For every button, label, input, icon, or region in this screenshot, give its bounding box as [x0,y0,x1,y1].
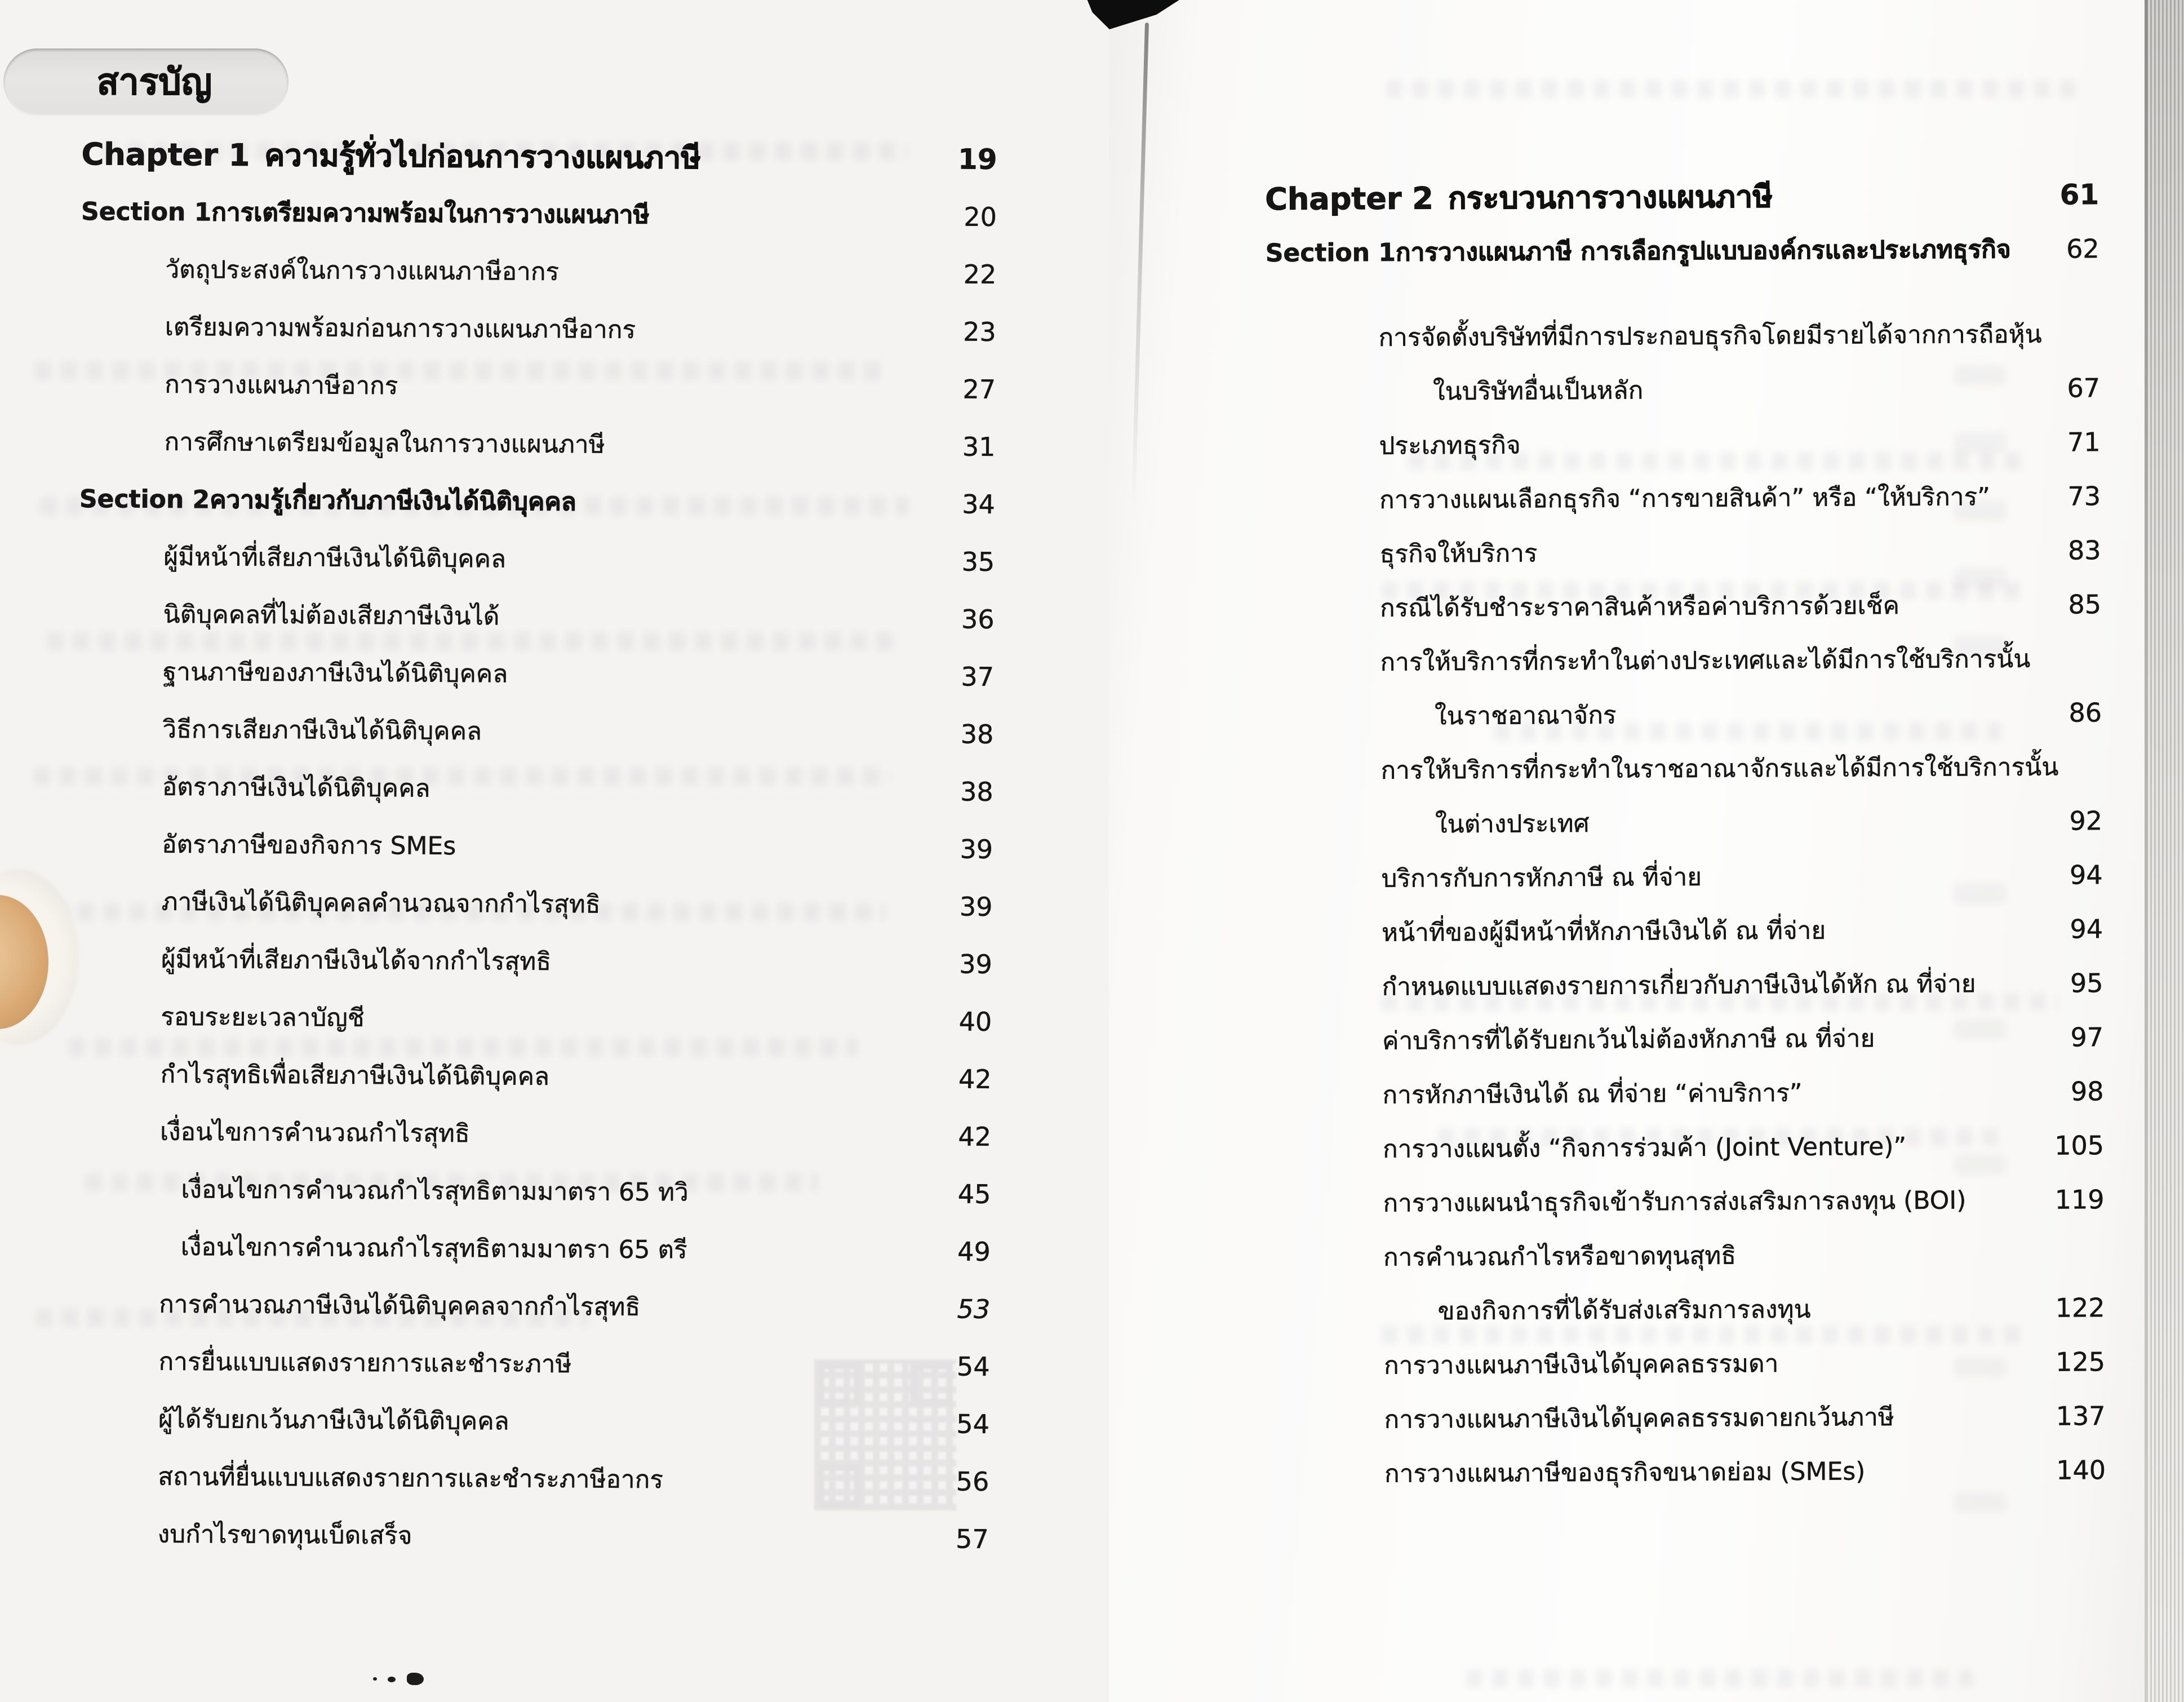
toc-row [75,1217,991,1280]
row-label [1270,1095,1383,1096]
row-label: Section 2 [79,484,210,514]
row-label: Section 1 [1265,238,1396,268]
row-page-number: 42 [958,1063,992,1094]
row-label [73,1533,158,1534]
row-title: การคำนวณภาษีเงินได้นิติบุคคลจากกำไรสุทธิ [159,1289,641,1322]
row-page-number: 140 [2056,1455,2106,1486]
row-title: การวางแผนตั้ง “กิจการร่วมค้า (Joint Venture)” [1382,1132,1907,1164]
row-page-number: 62 [2066,233,2099,264]
row-label [1271,1257,1383,1258]
row-label [77,901,162,902]
row-page-number: 94 [2069,859,2103,890]
row-title: ในราชอาณาจักร [1434,701,1617,731]
toc-row [76,987,992,1051]
row-title: การเตรียมความพร้อมในการวางแผนภาษี [211,198,650,230]
row-page-number: 39 [959,948,993,979]
row-label [80,441,165,442]
toc-row [1269,956,2103,1014]
toc-row [78,757,994,821]
row-title: ภาษีเงินได้นิติบุคคลคำนวณจากกำไรสุทธิ [161,887,601,919]
row-title: หน้าที่ของผู้มีหน้าที่หักภาษีเงินได้ ณ ที่จ่าย [1381,916,1826,947]
row-title: เงื่อนไขการคำนวณกำไรสุทธิ [159,1117,470,1149]
toc-row [78,585,995,648]
toc-row [75,1160,991,1223]
row-title: การยื่นแบบแสดงรายการและชำระภาษี [158,1347,572,1379]
row-page-number: 71 [2067,427,2101,458]
left-toc-list [73,125,997,1568]
row-title: ประเภทธุรกิจ [1379,431,1521,460]
toc-row [80,355,996,418]
row-page-number: 122 [2055,1292,2105,1323]
row-page-number: 39 [960,834,993,865]
row-page-number: 92 [2069,805,2103,836]
toc-row [1266,415,2100,473]
row-title: เงื่อนไขการคำนวณกำไรสุทธิตามมาตรา 65 ตรี [180,1233,687,1265]
toc-row [77,930,993,993]
row-label [81,326,165,327]
row-page-number: 36 [961,604,995,635]
toc-row [1268,685,2102,744]
toc-row [1269,1010,2103,1069]
row-page-number: 86 [2068,697,2102,728]
ink-speck [388,1677,396,1682]
row-label [78,786,162,787]
toc-row [1268,739,2102,798]
toc-row [1270,1172,2104,1231]
toc-row [1267,523,2101,582]
toc-row [79,413,996,476]
toc-row [1270,1118,2104,1177]
toc-row [73,1505,989,1568]
toc-row [81,183,997,246]
row-page-number: 73 [2067,481,2101,512]
row-page-number: 22 [963,259,997,290]
row-title: วัตถุประสงค์ในการวางแผนภาษีอากร [165,255,560,287]
row-page-number: 54 [956,1408,990,1439]
row-page-number: 56 [956,1466,989,1497]
row-title: วิธีการเสียภาษีเงินได้นิติบุคคล [162,715,482,746]
row-title: การวางแผนนำธุรกิจเข้ารับการส่งเสริมการลงทุน (BOI) [1383,1186,1967,1218]
row-page-number: 94 [2070,914,2103,945]
row-label [1267,554,1380,555]
row-page-number: 27 [962,374,996,405]
toc-row [81,240,997,303]
row-title: กำหนดแบบแสดงรายการเกี่ยวกับภาษีเงินได้หัก ณ ที่จ่าย [1382,969,1976,1001]
row-title: การวางแผนเลือกธุรกิจ “การขายสินค้า” หรือ “ให้บริการ” [1379,482,1991,515]
row-title: การคำนวณกำไรหรือขาดทุนสุทธิ [1383,1241,1737,1272]
toc-row [1266,361,2100,419]
row-label [1267,608,1380,609]
row-title: ในบริษัทอื่นเป็นหลัก [1432,376,1644,406]
row-title: ผู้มีหน้าที่เสียภาษีเงินได้นิติบุคคล [163,542,507,574]
row-label [79,556,163,557]
row-label [73,1476,158,1477]
row-title: ธุรกิจให้บริการ [1379,539,1538,569]
row-page-number: 42 [958,1121,992,1152]
row-page-number: 31 [962,431,996,462]
row-page-number: 19 [957,143,997,176]
row-title: สถานที่ยื่นแบบแสดงรายการและชำระภาษีอากร [158,1462,664,1495]
row-page-number: 98 [2070,1076,2104,1107]
row-label [78,671,163,672]
toc-row [76,1102,992,1165]
toc-row [79,470,996,533]
toc-row [77,815,993,878]
row-page-number: 95 [2070,968,2103,999]
toc-row [1269,1064,2103,1123]
row-title: การศึกษาเตรียมข้อมูลในการวางแผนภาษี [164,427,605,459]
row-page-number: 83 [2067,535,2101,566]
row-label [76,1016,161,1017]
row-title: ในต่างประเทศ [1435,809,1590,839]
row-label: Chapter 2 [1265,180,1434,217]
row-page-number: 105 [2054,1130,2105,1161]
row-page-number: 53 [957,1293,991,1324]
row-page-number: 23 [963,316,996,347]
row-page-number: 49 [957,1236,991,1267]
row-label: Section 1 [81,197,212,227]
row-title: การจัดตั้งบริษัทที่มีการประกอบธุรกิจโดยมีรายได้จากการถือหุ้น [1378,320,2042,352]
row-label [1271,1311,1384,1312]
row-label [1268,770,1381,771]
row-page-number: 67 [2067,373,2101,404]
row-title: อัตราภาษีของกิจการ SMEs [162,830,456,861]
row-title: รอบระยะเวลาบัญชี [161,1002,365,1033]
row-label [76,1131,160,1132]
row-title: อัตราภาษีเงินได้นิติบุคคล [162,772,430,803]
row-title: การวางแผนภาษีอากร [165,370,398,401]
toc-row [1272,1443,2106,1501]
toc-row [1267,577,2101,636]
row-page-number: 45 [957,1178,991,1209]
toc-row [1271,1226,2105,1285]
row-title: บริการกับการหักภาษี ณ ที่จ่าย [1381,862,1702,893]
row-page-number: 119 [2054,1184,2105,1215]
row-title: งบกำไรขาดทุนเบ็ดเสร็จ [157,1519,412,1550]
toc-row [78,700,994,763]
toc-row [79,528,995,591]
row-label [1270,1149,1383,1150]
row-label [75,1246,159,1247]
row-title: กรณีได้รับชำระราคาสินค้าหรือค่าบริการด้วยเช็ค [1379,591,1900,623]
row-page-number: 85 [2068,589,2102,620]
toc-header-pill [3,48,288,116]
row-title: ผู้ได้รับยกเว้นภาษีเงินได้นิติบุคคล [158,1404,509,1436]
toc-row [1266,221,2099,280]
toc-row [1267,469,2101,528]
row-title: การวางแผนภาษีเงินได้บุคคลธรรมดายกเว้นภาษี [1384,1403,1894,1434]
row-title: เตรียมความพร้อมก่อนการวางแผนภาษีอากร [165,312,636,345]
toc-row [74,1275,991,1338]
row-page-number: 57 [955,1523,989,1554]
toc-row [73,1447,989,1510]
row-title: การให้บริการที่กระทำในราชอาณาจักรและได้มีการใช้บริการนั้น [1380,752,2059,785]
row-title: การวางแผนภาษีเงินได้บุคคลธรรมดา [1383,1349,1779,1380]
row-label [1268,716,1380,717]
row-title: ความรู้เกี่ยวกับภาษีเงินได้นิติบุคคล [210,485,576,517]
toc-row [1271,1280,2105,1339]
row-title: กระบวนการวางแผนภาษี [1448,179,1773,216]
row-page-number: 38 [960,719,994,750]
toc-row [1266,307,2099,365]
row-page-number: 37 [961,661,995,692]
row-title: การให้บริการที่กระทำในต่างประเทศและได้มีการใช้บริการนั้น [1380,644,2031,677]
row-page-number: 38 [960,776,993,807]
row-page-number: 34 [962,489,996,520]
toc-row [1268,848,2102,906]
toc-row [76,1045,992,1108]
row-page-number: 54 [956,1351,990,1382]
toc-row [81,125,997,188]
row-page-number: 97 [2070,1022,2104,1053]
toc-row [1268,794,2102,852]
row-title: ของกิจการที่ได้รับส่งเสริมการลงทุน [1437,1295,1811,1326]
ink-speck [407,1673,424,1685]
row-title: เงื่อนไขการคำนวณกำไรสุทธิตามมาตรา 65 ทวิ [181,1175,689,1207]
row-title: ฐานภาษีของภาษีเงินได้นิติบุคคล [162,657,508,689]
ghost-showthrough [1466,1669,1973,1687]
ghost-showthrough [1386,80,2085,98]
row-title: การวางแผนภาษีของธุรกิจขนาดย่อม (SMEs) [1384,1457,1866,1488]
row-page-number: 35 [961,546,995,577]
toc-row [1265,167,2099,226]
row-title: การหักภาษีเงินได้ ณ ที่จ่าย “ค่าบริการ” [1382,1079,1803,1110]
row-page-number: 20 [964,201,997,232]
row-title: ความรู้ทั่วไปก่อนการวางแผนภาษี [264,137,702,176]
row-label [74,1361,159,1362]
row-label: Chapter 1 [81,136,250,173]
toc-row [78,642,995,706]
row-page-number: 61 [2059,178,2099,211]
ink-speck [373,1677,377,1681]
toc-row [77,872,993,936]
toc-row [74,1332,990,1395]
page-edge-seam [2145,0,2148,1702]
toc-row [81,298,997,361]
page-edge-stack [2148,0,2184,1702]
row-title: กำไรสุทธิเพื่อเสียภาษีเงินได้นิติบุคคล [160,1060,550,1092]
toc-row [1271,1335,2105,1393]
page-title: สารบัญ [96,61,212,103]
toc-row [1269,902,2103,960]
row-page-number: 125 [2056,1346,2106,1377]
row-title: การวางแผนภาษี การเลือกรูปแบบองค์กรและประเภทธุรกิจ [1395,235,2011,267]
toc-row [74,1390,990,1453]
row-label [1268,662,1380,663]
toc-row [1267,631,2101,690]
row-label [1271,1203,1383,1204]
row-title: ค่าบริการที่ได้รับยกเว้นไม่ต้องหักภาษี ณ ที่จ่าย [1382,1024,1875,1056]
row-page-number: 39 [959,891,993,922]
toc-row [1271,1389,2105,1447]
row-page-number: 40 [958,1006,992,1037]
row-title: นิติบุคคลที่ไม่ต้องเสียภาษีเงินได้ [163,600,500,631]
right-toc-list [1265,167,2106,1501]
row-page-number: 137 [2056,1400,2106,1431]
row-title: ผู้มีหน้าที่เสียภาษีเงินได้จากกำไรสุทธิ [161,945,552,977]
